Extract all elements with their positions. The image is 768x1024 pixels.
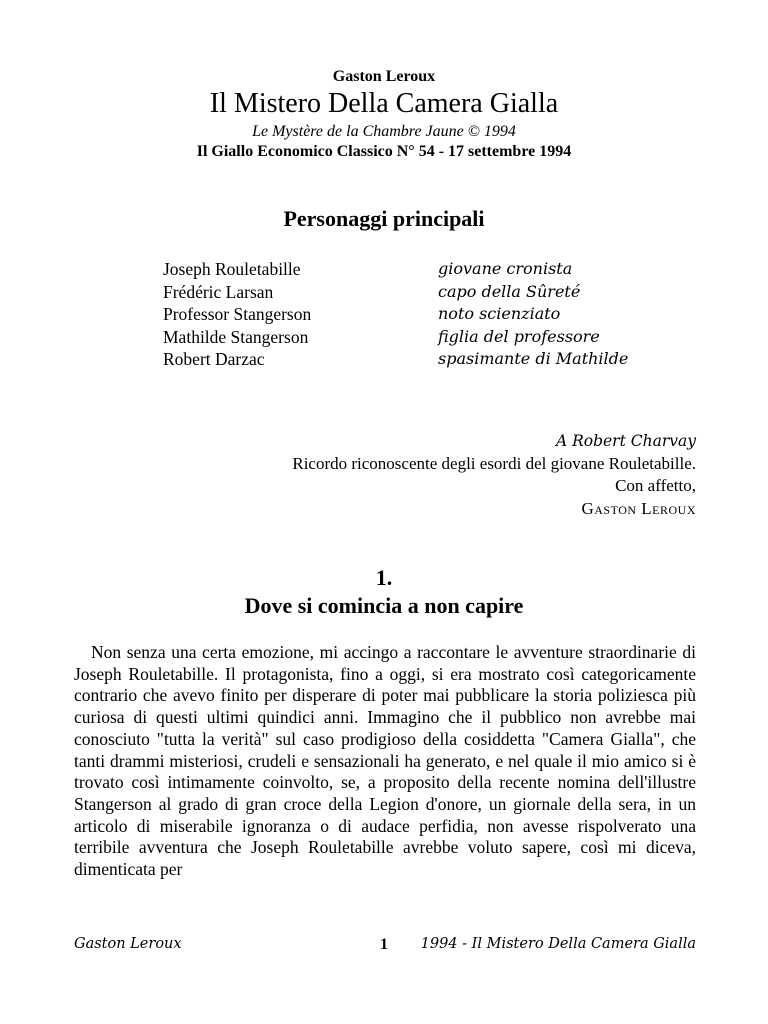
character-role: figlia del professore <box>438 326 600 346</box>
dedication <box>292 430 696 520</box>
page-number: 1 <box>380 936 388 953</box>
characters-list <box>163 258 683 371</box>
character-role: capo della Sûreté <box>438 281 581 301</box>
dedication-recipient: A Robert Charvay <box>555 432 696 450</box>
character-name: Joseph Rouletabille <box>163 259 301 279</box>
character-row <box>163 303 683 326</box>
footer-author: Gaston Leroux <box>74 936 182 952</box>
character-row <box>163 281 683 304</box>
original-title: Le Mystère de la Chambre Jaune © 1994 <box>252 123 516 140</box>
dedication-signature: Gaston Leroux <box>581 498 696 518</box>
page-footer <box>74 936 696 958</box>
chapter-title: Dove si comincia a non capire <box>244 593 524 618</box>
character-row <box>163 258 683 281</box>
character-name: Robert Darzac <box>163 349 265 369</box>
chapter-body-paragraph: Non senza una certa emozione, mi accingo a raccontare le avventure straordinarie di Joseph Rouletabille. Il protagonista, fino a oggi, si era mostrato così categoricamente contrario che avevo finito per disperare di poter mai pubblicare la storia poliziesca più curiosa di questi ultimi quindici anni. Immagino che il pubblico non avrebbe mai conosciuto "tutta la verità" sul caso prodigioso della cosiddetta "Camera Gialla", che tanti drammi misteriosi, crudeli e sensazionali ha generato, e nel quale il mio amico si è trovato così intimamente coinvolto, se, a proposito della recente nomina dell'illustre Stangerson al grado di gran croce della Legion d'onore, un giornale della sera, in un articolo di miserabile ignoranza o di audace perfidia, non avesse rispolverato una terribile avventura che Joseph Rouletabille avrebbe voluto sapere, così mi diceva, dimenticata per <box>74 642 696 880</box>
dedication-closing: Con affetto, <box>615 476 696 495</box>
character-name: Frédéric Larsan <box>163 281 274 302</box>
character-role: giovane cronista <box>438 259 573 278</box>
dedication-line: Ricordo riconoscente degli esordi del giovane Rouletabille. <box>292 453 696 473</box>
book-title: Il Mistero Della Camera Gialla <box>209 88 559 119</box>
characters-heading: Personaggi principali <box>283 206 485 231</box>
character-role: spasimante di Mathilde <box>438 349 629 368</box>
edition-info: Il Giallo Economico Classico N° 54 - 17 settembre 1994 <box>196 143 572 160</box>
character-name: Mathilde Stangerson <box>163 326 309 347</box>
footer-title: 1994 - Il Mistero Della Camera Gialla <box>420 936 696 952</box>
chapter-number: 1. <box>375 565 393 590</box>
character-row <box>163 348 683 371</box>
author-name: Gaston Leroux <box>332 68 436 85</box>
character-role: noto scienziato <box>438 304 561 323</box>
character-row <box>163 326 683 349</box>
character-name: Professor Stangerson <box>163 304 312 324</box>
